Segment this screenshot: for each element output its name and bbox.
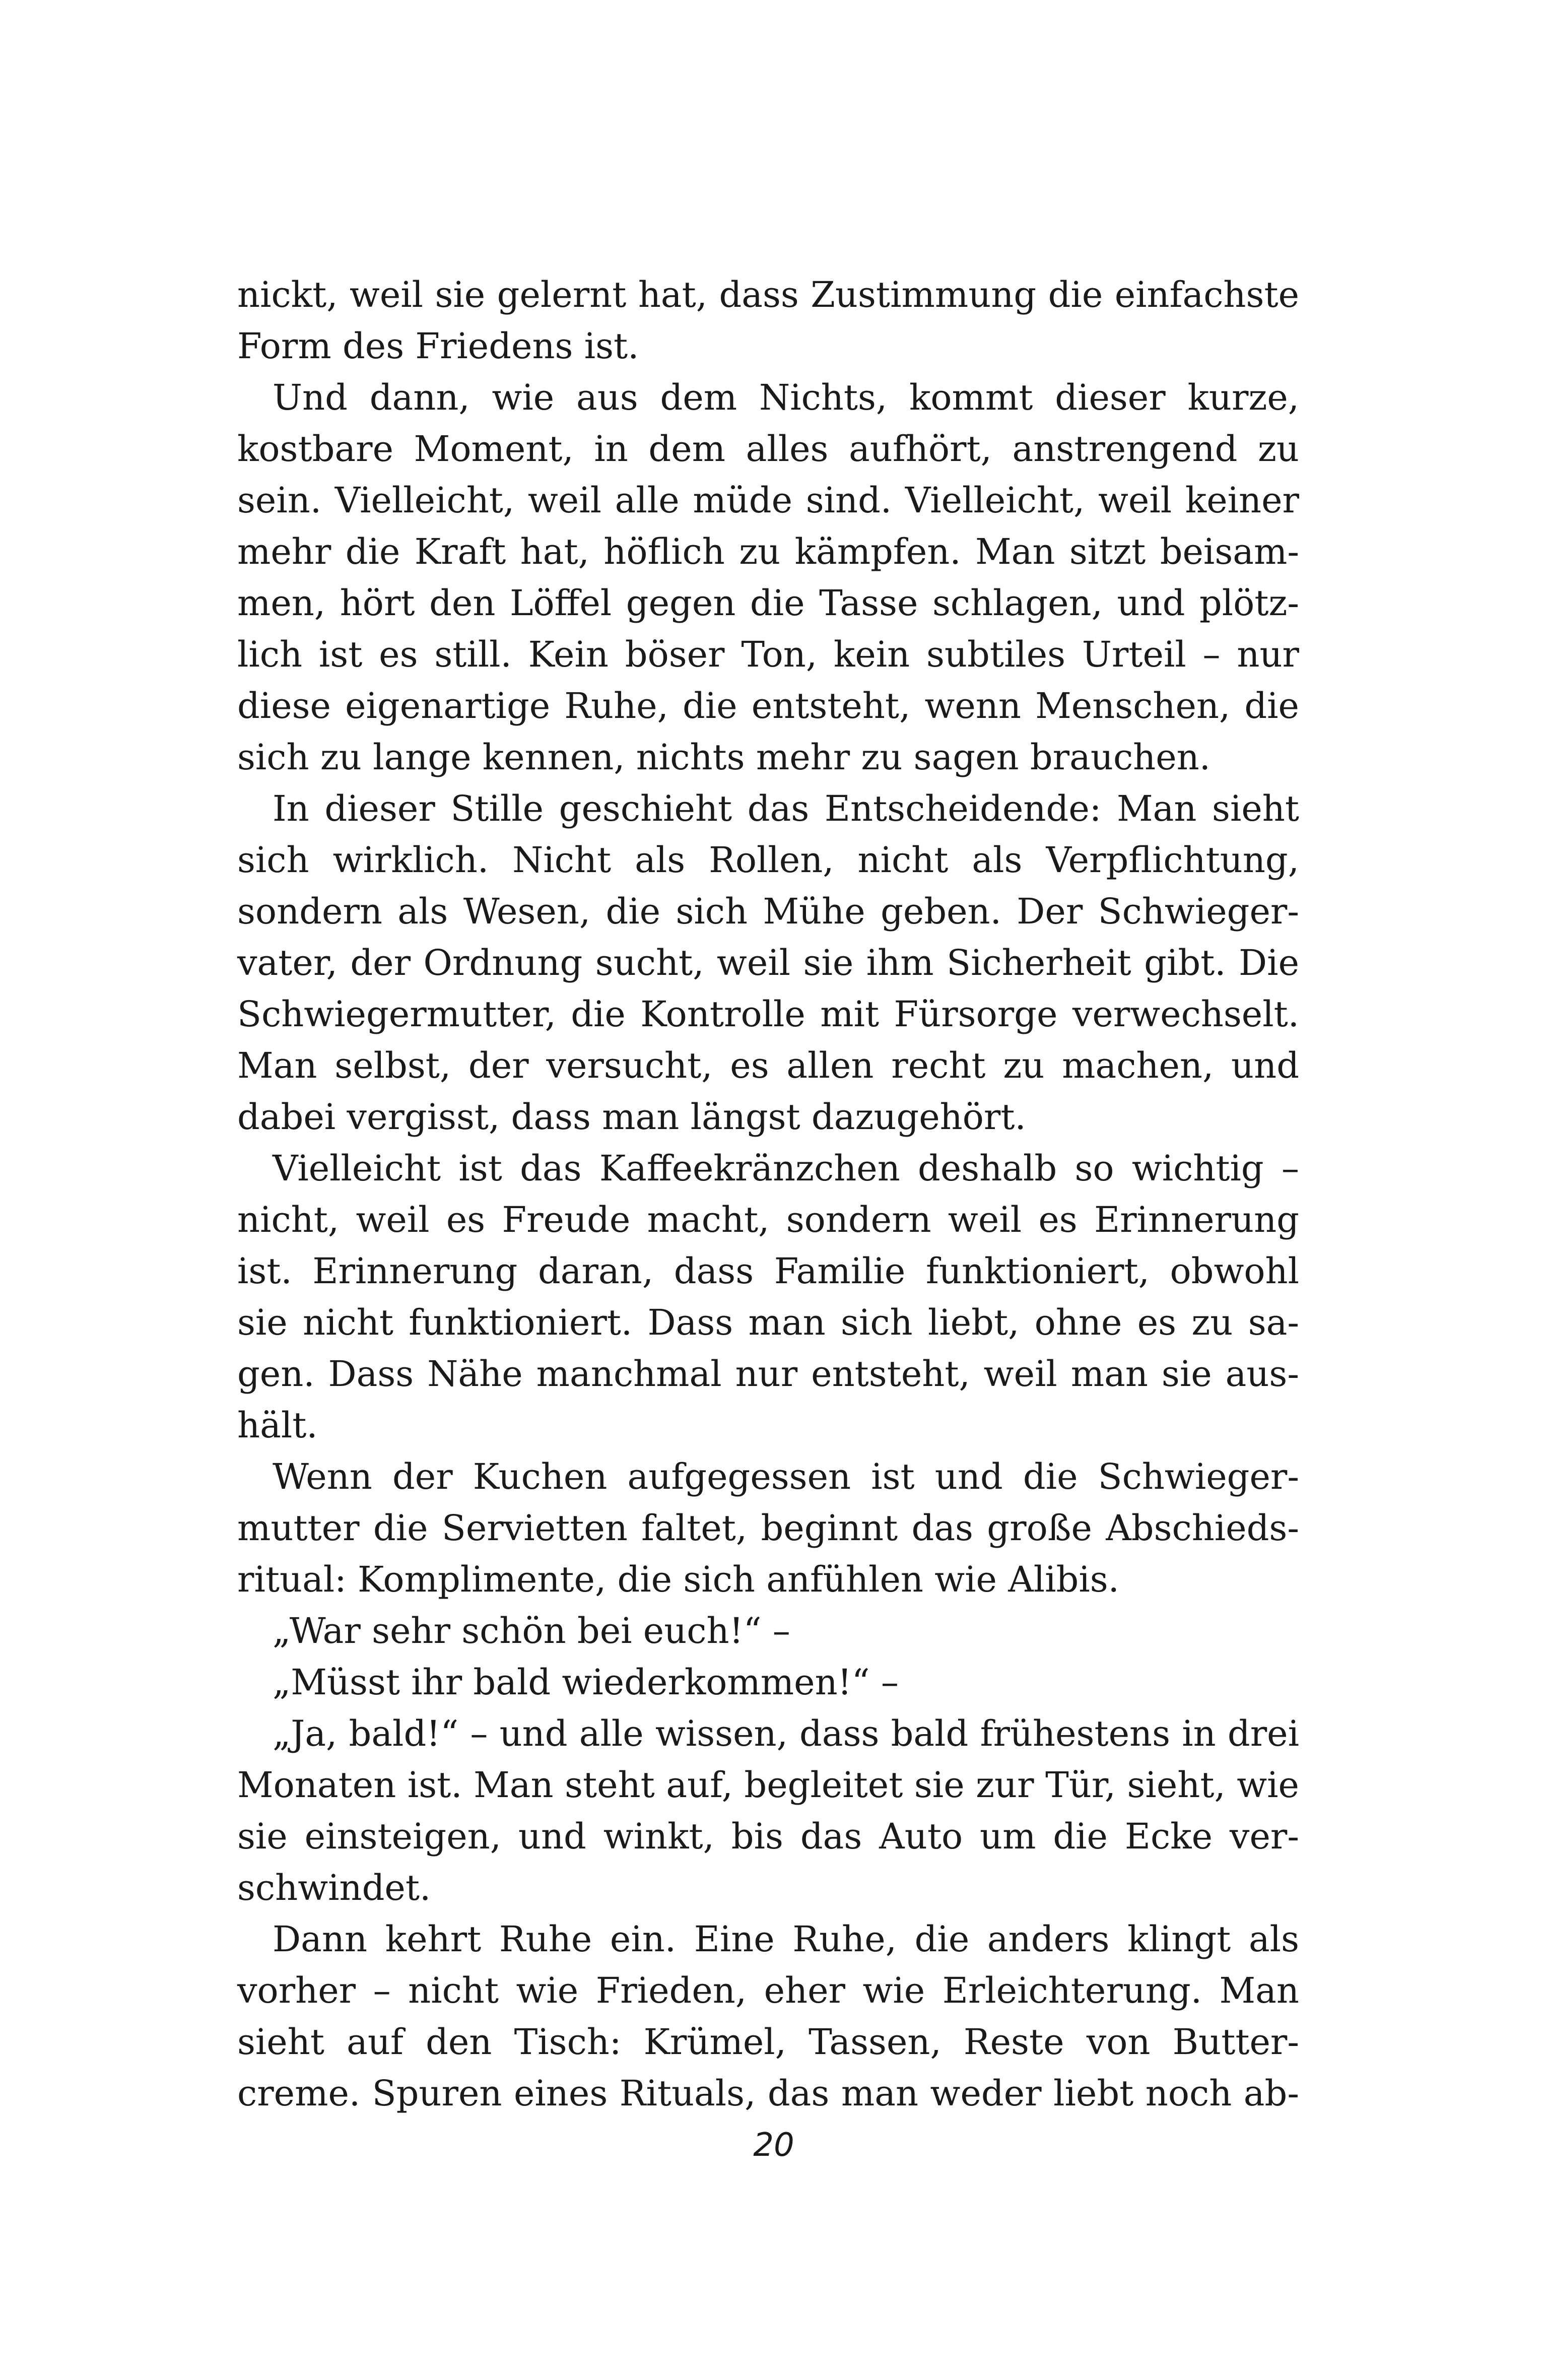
text-line: men, hört den Löffel gegen die Tasse schlagen, und plötz- (237, 582, 1299, 624)
text-line: Und dann, wie aus dem Nichts, kommt dieser kurze, (273, 377, 1299, 418)
text-line: „Ja, bald!“ – und alle wissen, dass bald frühestens in drei (273, 1713, 1299, 1754)
text-line: hält. (237, 1405, 318, 1446)
text-line: sondern als Wesen, die sich Mühe geben. Der Schwieger- (237, 891, 1299, 932)
text-line: sie nicht funktioniert. Dass man sich liebt, ohne es zu sa- (237, 1302, 1299, 1343)
text-line: nickt, weil sie gelernt hat, dass Zustimmung die einfachste (237, 274, 1299, 315)
text-line: In dieser Stille geschieht das Entscheidende: Man sieht (273, 788, 1299, 829)
text-line: Dann kehrt Ruhe ein. Eine Ruhe, die anders klingt als (273, 1919, 1299, 1960)
text-line: dabei vergisst, dass man längst dazugehört. (237, 1096, 1026, 1138)
text-line: creme. Spuren eines Rituals, das man weder liebt noch ab- (237, 2073, 1299, 2114)
text-line: sich wirklich. Nicht als Rollen, nicht als Verpflichtung, (237, 839, 1299, 881)
text-line: sieht auf den Tisch: Krümel, Tassen, Reste von Butter- (237, 2021, 1299, 2063)
text-line: Form des Friedens ist. (237, 325, 639, 367)
text-line: „Müsst ihr bald wiederkommen!“ – (273, 1662, 899, 1703)
text-line: vorher – nicht wie Frieden, eher wie Erleichterung. Man (237, 1970, 1299, 2011)
text-line: schwindet. (237, 1867, 431, 1908)
text-line: nicht, weil es Freude macht, sondern weil es Erinnerung (237, 1199, 1299, 1240)
text-line: Vielleicht ist das Kaffeekränzchen deshalb so wichtig – (273, 1148, 1299, 1189)
text-line: ritual: Komplimente, die sich anfühlen wie Alibis. (237, 1559, 1119, 1600)
text-line: mutter die Servietten faltet, beginnt das große Abschieds- (237, 1507, 1299, 1549)
text-line: Monaten ist. Man steht auf, begleitet sie zur Tür, sieht, wie (237, 1764, 1299, 1806)
text-line: sich zu lange kennen, nichts mehr zu sagen brauchen. (237, 737, 1211, 778)
body-text (237, 269, 1299, 2119)
text-line: sie einsteigen, und winkt, bis das Auto um die Ecke ver- (237, 1816, 1299, 1857)
page-number: 20 (753, 2127, 794, 2164)
text-line: Schwiegermutter, die Kontrolle mit Fürsorge verwechselt. (237, 994, 1299, 1035)
text-line: sein. Vielleicht, weil alle müde sind. Vielleicht, weil keiner (237, 480, 1299, 521)
text-line: vater, der Ordnung sucht, weil sie ihm Sicherheit gibt. Die (237, 942, 1299, 983)
text-line: Wenn der Kuchen aufgegessen ist und die Schwieger- (273, 1456, 1299, 1497)
text-line: Man selbst, der versucht, es allen recht zu machen, und (237, 1045, 1299, 1086)
text-line: kostbare Moment, in dem alles aufhört, anstrengend zu (237, 428, 1299, 470)
text-line: „War sehr schön bei euch!“ – (273, 1610, 790, 1651)
text-line: ist. Erinnerung daran, dass Familie funktioniert, obwohl (237, 1250, 1299, 1292)
text-line: mehr die Kraft hat, höflich zu kämpfen. Man sitzt beisam- (237, 531, 1299, 572)
text-line: diese eigenartige Ruhe, die entsteht, wenn Menschen, die (237, 685, 1299, 726)
text-line: gen. Dass Nähe manchmal nur entsteht, weil man sie aus- (237, 1353, 1299, 1395)
text-line: lich ist es still. Kein böser Ton, kein subtiles Urteil – nur (237, 634, 1299, 675)
